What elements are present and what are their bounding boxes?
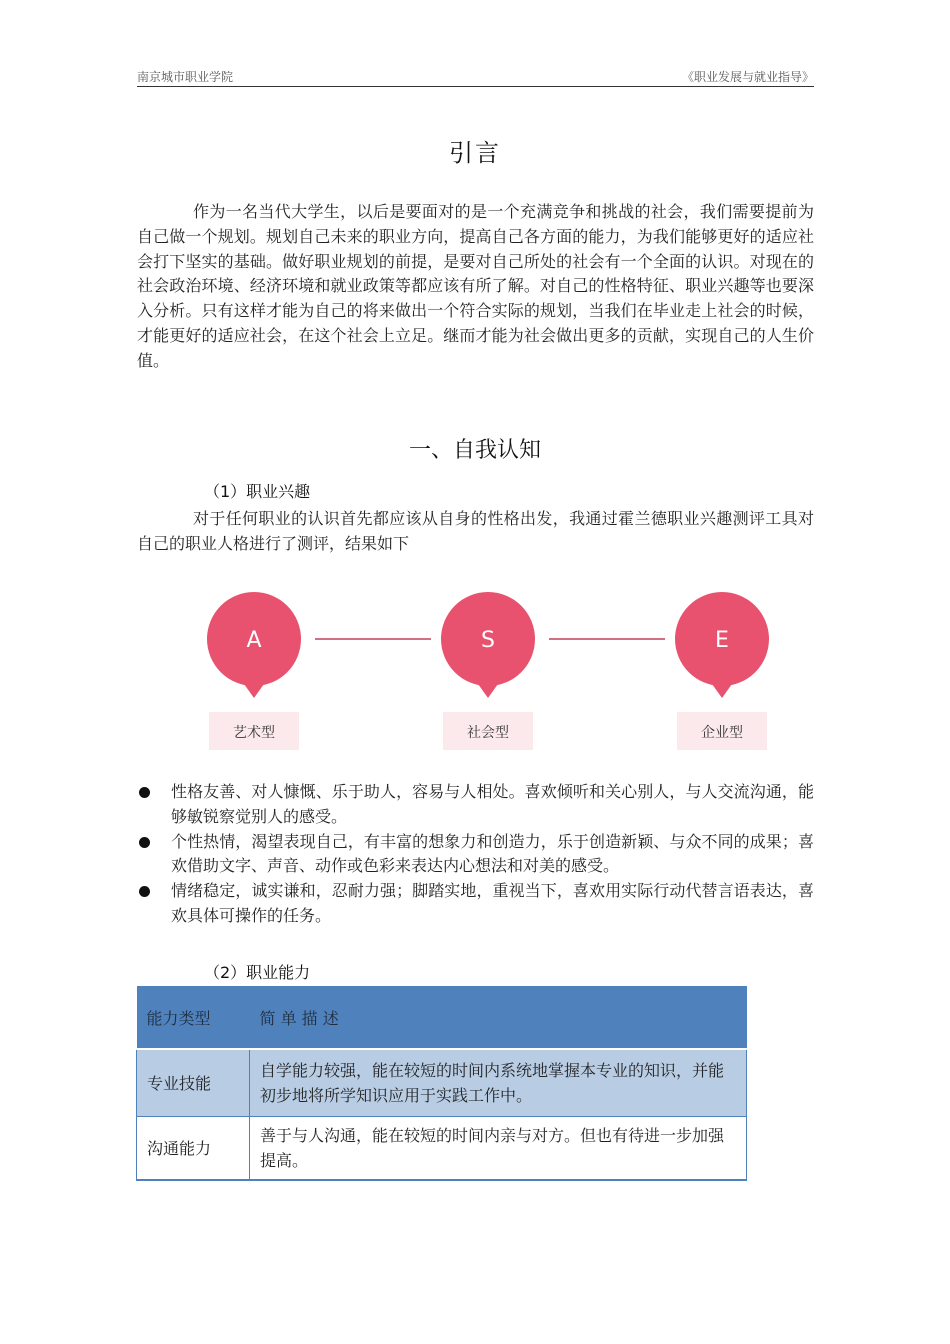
- type-label-s: 社会型: [467, 725, 509, 741]
- intro-paragraph: 作为一名当代大学生，以后是要面对的是一个充满竞争和挑战的社会，我们需要提前为自己做一个规划。规划自己未来的职业方向，提高自己各方面的能力，为我们能够更好的适应社会打下坚实的基础。做好职业规划的前提，是要对自己所处的社会有一个全面的认识。对现在的社会政治环境、经济环境和就业政策等都应该有所了解。对自己的性格特征、职业兴趣等也要深入分析。只有这样才能为自己的将来做出一个符合实际的规划，当我们在毕业走上社会的时候，才能更好的适应社会，在这个社会上立足。继而才能为社会做出更多的贡献，实现自己的人生价值。: [137, 202, 814, 370]
- bullet-dot-icon: [139, 787, 150, 798]
- type-node-s: [441, 592, 535, 750]
- ability-type-cell: 专业技能: [137, 1049, 250, 1117]
- ability-desc-cell: 善于与人沟通，能在较短的时间内亲与对方。但也有待进一步加强提高。: [250, 1117, 747, 1181]
- personality-bullet-list: [137, 780, 814, 929]
- type-letter-s: S: [481, 628, 495, 653]
- interest-heading: （1）职业兴趣: [204, 482, 311, 501]
- interest-paragraph: 对于任何职业的认识首先都应该从自身的性格出发，我通过霍兰德职业兴趣测评工具对自己的职业人格进行了测评，结果如下: [137, 509, 814, 553]
- table-row: [137, 1117, 747, 1181]
- list-item: [137, 879, 814, 929]
- col-header-desc: 简 单 描 述: [250, 986, 747, 1049]
- bullet-text: 个性热情，渴望表现自己，有丰富的想象力和创造力，乐于创造新颖、与众不同的成果；喜欢借助文字、声音、动作或色彩来表达内心想法和对美的感受。: [171, 831, 814, 876]
- col-header-type: 能力类型: [137, 986, 250, 1049]
- ability-table: [136, 986, 747, 1181]
- list-item: [137, 830, 814, 880]
- bullet-text: 性格友善、对人慷慨、乐于助人，容易与人相处。喜欢倾听和关心别人，与人交流沟通，能够敏锐察觉别人的感受。: [171, 782, 814, 826]
- type-node-a: [207, 592, 301, 750]
- type-label-a: 艺术型: [233, 725, 275, 741]
- page-header: [137, 66, 814, 87]
- section-self-awareness-title: 一、自我认知: [408, 438, 541, 463]
- type-node-e: [675, 592, 769, 750]
- list-item: [137, 780, 814, 830]
- header-course: 《职业发展与就业指导》: [681, 70, 814, 84]
- table-header-row: [137, 986, 747, 1049]
- bullet-dot-icon: [139, 886, 150, 897]
- type-label-e: 企业型: [701, 725, 743, 741]
- bullet-text: 情绪稳定，诚实谦和，忍耐力强；脚踏实地，重视当下，喜欢用实际行动代替言语表达，喜欢具体可操作的任务。: [171, 881, 814, 925]
- ability-type-cell: 沟通能力: [137, 1117, 250, 1181]
- bullet-dot-icon: [139, 837, 150, 848]
- ability-desc-cell: 自学能力较强，能在较短的时间内系统地掌握本专业的知识，并能初步地将所学知识应用于实践工作中。: [250, 1049, 747, 1117]
- table-row: [137, 1049, 747, 1117]
- ability-heading: （2）职业能力: [204, 963, 311, 982]
- type-letter-a: A: [246, 628, 262, 653]
- intro-title: 引言: [449, 139, 501, 167]
- holland-type-diagram: [190, 588, 790, 758]
- type-letter-e: E: [715, 628, 729, 653]
- header-school: 南京城市职业学院: [137, 70, 234, 84]
